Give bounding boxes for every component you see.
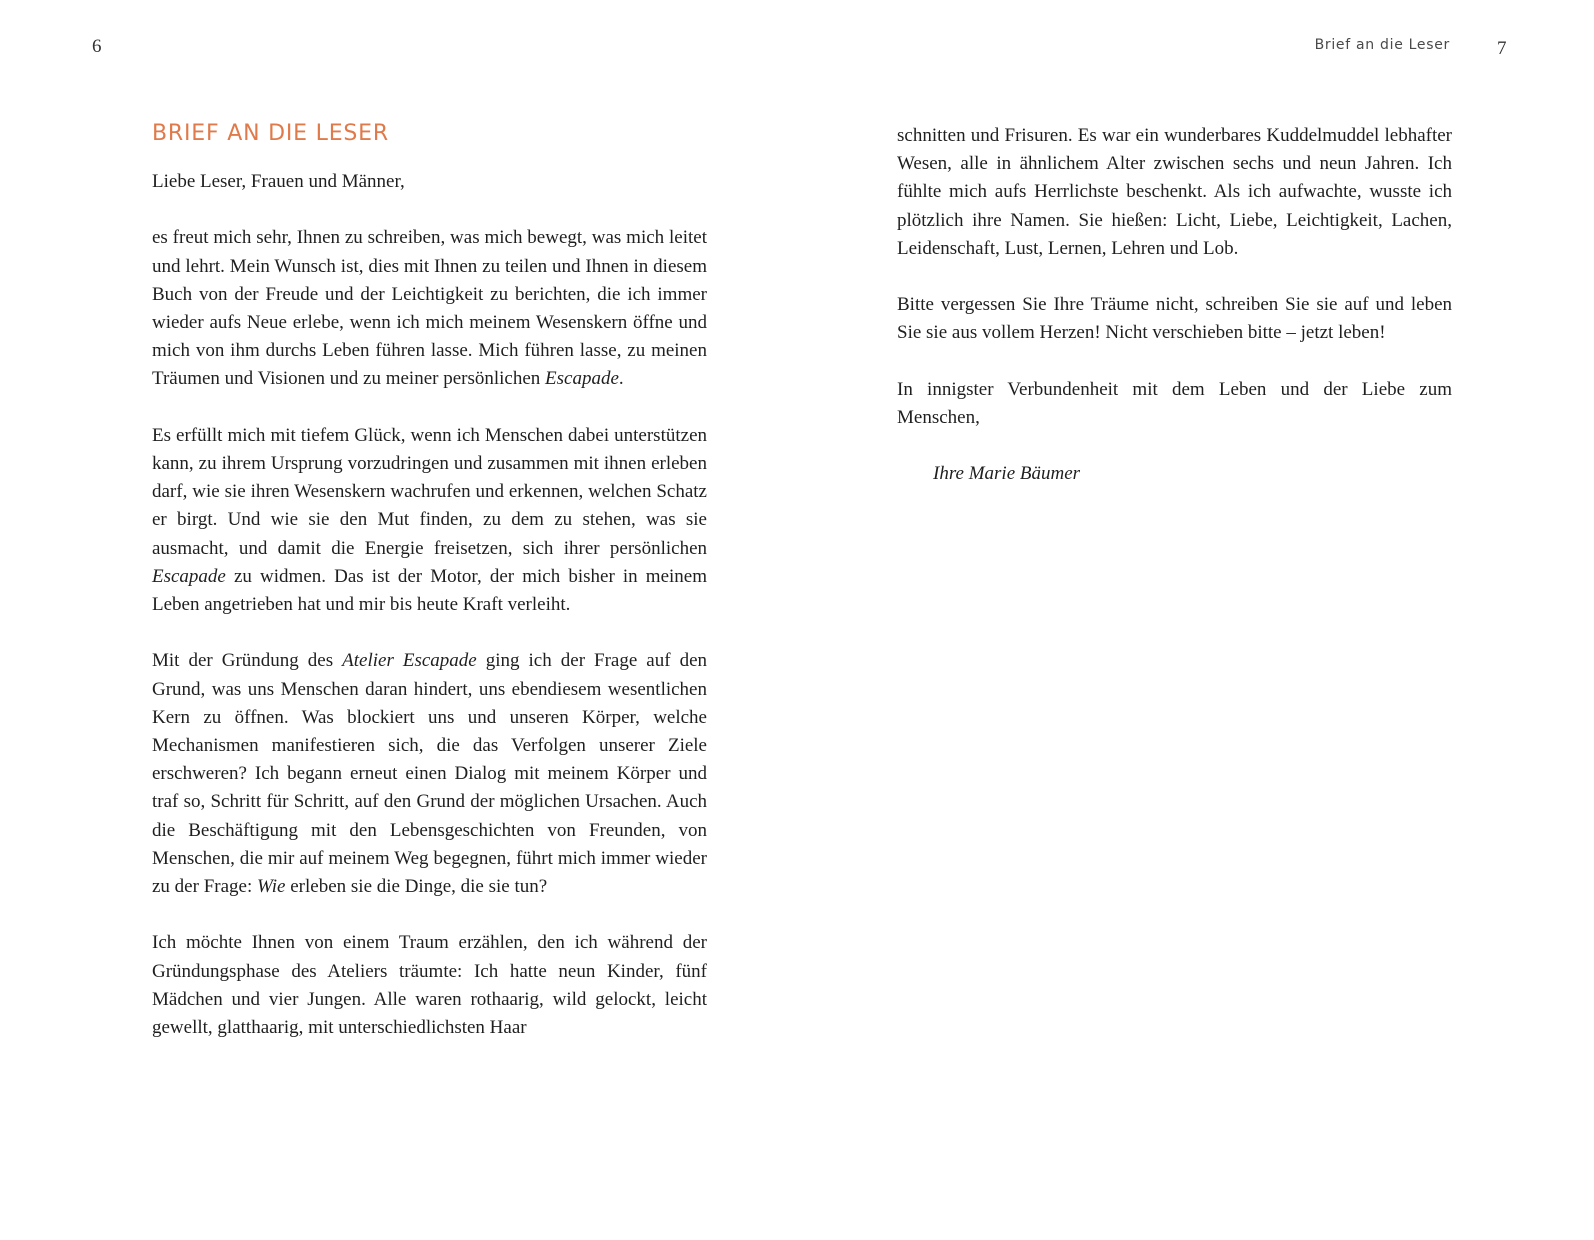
body-paragraph	[152, 422, 707, 619]
right-page-text-column	[897, 122, 1452, 517]
left-page-text-column	[152, 120, 707, 1070]
paragraph-text: In innigster Verbundenheit mit dem Leben und der Liebe zum Menschen,	[897, 378, 1452, 428]
paragraph-text: .	[618, 368, 624, 390]
right-paragraphs	[897, 122, 1452, 432]
paragraph-text: zu widmen. Das ist der Motor, der mich bisher in meinem Leben angetrieben hat und mir bis heute Kraft verleiht.	[152, 565, 707, 616]
paragraph-text: Es erfüllt mich mit tiefem Glück, wenn ich Menschen dabei unterstützen kann, zu ihrem Ursprung vorzudringen und zusammen mit ihnen erleben darf, wie sie ihren Wesenskern wachrufen und erkennen, welchen Schatz er birgt. Und wie sie den Mut finden, zu dem zu stehen, was sie ausmacht, und damit die Energie freisetzen, sich ihrer persönlichen	[152, 424, 707, 559]
italic-text: Escapade	[545, 368, 619, 390]
paragraph-text: schnitten und Frisuren. Es war ein wunderbares Kuddelmuddel lebhafter Wesen, alle in ähnlichem Alter zwischen sechs und neun Jahren. Ich fühlte mich aufs Herrlichste beschenkt. Als ich aufwachte, wusste ich plötzlich ihre Namen. Sie hießen: Licht, Liebe, Leichtigkeit, Lachen, Leidenschaft, Lust, Lernen, Lehren und Lob.	[897, 125, 1452, 259]
paragraph-text: Bitte vergessen Sie Ihre Träume nicht, schreiben Sie sie auf und leben Sie sie aus vollem Herzen! Nicht verschieben bitte – jetzt leben!	[897, 294, 1452, 344]
body-paragraph	[897, 376, 1452, 432]
chapter-title: BRIEF AN DIE LESER	[152, 121, 389, 146]
signature: Ihre Marie Bäumer	[933, 463, 1081, 485]
running-header: Brief an die Leser	[1314, 37, 1450, 53]
body-paragraph	[152, 929, 707, 1042]
salutation: Liebe Leser, Frauen und Männer,	[152, 171, 405, 192]
right-page-number: 7	[1497, 38, 1507, 59]
paragraph-text: Mit der Gründung des	[152, 650, 343, 672]
body-paragraph	[897, 122, 1452, 263]
italic-text: Wie	[256, 876, 286, 898]
paragraph-text: erleben sie die Dinge, die sie tun?	[285, 876, 548, 898]
body-paragraph	[897, 291, 1452, 347]
left-paragraphs	[152, 224, 707, 1042]
paragraph-text: ging ich der Frage auf den Grund, was uns Menschen daran hindert, uns ebendiesem wesentlichen Kern zu öffnen. Was blockiert uns und unseren Körper, welche Mechanismen manifestieren sich, die das Verfolgen unserer Ziele erschweren? Ich begann erneut einen Dialog mit meinem Körper und traf so, Schritt für Schritt, auf den Grund der möglichen Ursachen. Auch die Beschäftigung mit den Lebensgeschichten von Freunden, von Menschen, die mir auf meinem Weg begegnen, führt mich immer wieder zu der Frage:	[152, 650, 707, 898]
italic-text: Escapade	[152, 565, 226, 587]
italic-text: Atelier Escapade	[342, 650, 477, 672]
body-paragraph	[152, 224, 707, 393]
body-paragraph	[152, 647, 707, 901]
left-page-number: 6	[92, 36, 102, 57]
paragraph-text: Ich möchte Ihnen von einem Traum erzählen, den ich während der Gründungsphase des Ateliers träumte: Ich hatte neun Kinder, fünf Mädchen und vier Jungen. Alle waren rothaarig, wild gelockt, leicht gewellt, glatthaarig, mit unterschiedlichsten Haar	[152, 932, 707, 1039]
paragraph-text: es freut mich sehr, Ihnen zu schreiben, was mich bewegt, was mich leitet und lehrt. Mein Wunsch ist, dies mit Ihnen zu teilen und Ihnen in diesem Buch von der Freude und der Leichtigkeit zu berichten, die ich immer wieder aufs Neue erlebe, wenn ich mich meinem Wesenskern öffne und mich von ihm durchs Leben führen lasse. Mich führen lasse, zu meinen Träumen und Visionen und zu meiner persönlichen	[152, 227, 707, 390]
